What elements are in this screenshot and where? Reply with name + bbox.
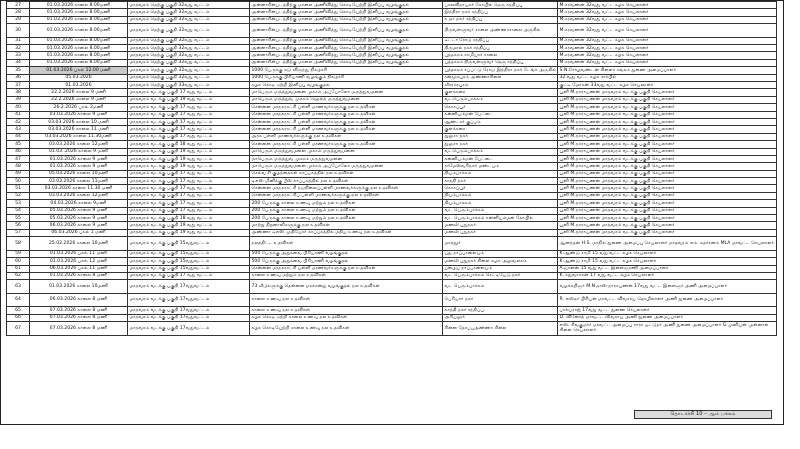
serial-number-cell: 28 — [7, 9, 30, 16]
organizer-cell: M.சரவணன் 32வது வட்ட கழக செயலாளர் — [558, 24, 777, 38]
area-cell: மாதவரம் வடக்கு பகுதி 15வதுவட்டம் — [128, 265, 250, 272]
serial-number-cell: 48 — [7, 163, 30, 170]
area-cell: மாதவரம் வடக்கு பகுதி 19 வது வட்டம் — [128, 155, 250, 162]
event-description-cell: 500 பேருக்கு அறுசுவை பிரியாணி வழங்குதல் — [250, 250, 443, 257]
venue-cell: புத்தகரம் திருவள்ளுவர் தெரு சந்திப்பு — [443, 59, 558, 66]
table-row — [7, 222, 777, 229]
table-row — [7, 59, 777, 66]
organizer-cell: பூனி M.நாராயணன் மாதவரம் வடக்கு பகுதி செயலாளர் — [558, 178, 777, 185]
date-time-cell: 22.2.2026 காலை 9 மணி — [30, 96, 128, 103]
venue-cell: கொசப்பூர் — [443, 104, 558, 111]
area-cell: மாதவரம் வடக்கு பகுதி 17 வது வட்டம் — [128, 192, 250, 199]
table-row — [7, 229, 777, 236]
area-cell: மாதவரம் தெற்கு பகுதி 32வது வட்டம் — [128, 37, 250, 44]
venue-cell: வடபெரும்பாக்கம் — [443, 148, 558, 155]
date-time-cell: 01.03.2026 பகல் 11 மணி — [30, 250, 128, 257]
table-row — [7, 82, 777, 89]
organizer-cell: பூனி M.நாராயணன் மாதவரம் வடக்கு பகுதி செயலாளர் — [558, 96, 777, 103]
date-time-cell: 01.03.2026 காலை 8.00மணி — [30, 9, 128, 16]
table-row — [7, 16, 777, 23]
venue-cell: மணலி புதுநகர் கிளை கழக அலுவலகம் — [443, 258, 558, 265]
date-time-cell: 04.03.2026 காலை 9மணி — [30, 200, 128, 207]
area-cell: மாதவரம் தெற்கு பகுதி 32வது வட்டம் — [128, 52, 250, 59]
organizer-cell: M.சரவணன் 32வது வட்ட கழக செயலாளர் — [558, 59, 777, 66]
organizer-cell: பூனி M.நாராயணன் மாதவரம் வடக்கு பகுதி செயலாளர் — [558, 207, 777, 214]
table-row — [7, 280, 777, 294]
table-row — [7, 96, 777, 103]
venue-cell: மாத்தூர் — [443, 237, 558, 251]
organizer-cell: பூனி M.நாராயணன் மாதவரம் வடக்கு பகுதி செயலாளர் — [558, 185, 777, 192]
date-time-cell: 05.03.2026 காலை 10மணி — [30, 170, 128, 177]
organizer-cell: பூனி M.நாராயணன் மாதவரம் வடக்கு பகுதி செயலாளர் — [558, 229, 777, 236]
table-row — [7, 215, 777, 222]
table-row — [7, 45, 777, 52]
table-body — [7, 2, 777, 336]
event-description-cell: கழக கொடியேற்றி காலை உணவு நல உதவிகள் — [250, 322, 443, 336]
area-cell: மாதவரம் வடக்கு பகுதி 17வதுவட்டம் — [128, 314, 250, 321]
events-table — [6, 1, 777, 336]
event-description-cell: சென்னை மாநகராட்சி பள்ளி மாணவர்களுக்கு நல உதவிகள் — [250, 126, 443, 133]
date-time-cell: 07.03.2026 காலை 8 மணி — [30, 314, 128, 321]
serial-number-cell: 61 — [7, 265, 30, 272]
organizer-cell: K.ஆண்டு சாமி 15 வது வட்ட கழக செயலாளர் — [558, 258, 777, 265]
venue-cell: மணலி புதுநகர் — [443, 229, 558, 236]
table-row — [7, 74, 777, 81]
venue-cell: கன்னியம்மன் பேட்டை — [443, 155, 558, 162]
venue-cell: உமா நகர் சந்திப்பு — [443, 16, 558, 23]
serial-number-cell: 43 — [7, 126, 30, 133]
organizer-cell: பூனி M.நாராயணன் மாதவரம் வடக்கு பகுதி செயலாளர் — [558, 141, 777, 148]
organizer-cell: M.சரவணன் 32வது வட்ட கழக செயலாளர் — [558, 45, 777, 52]
venue-cell: அரியலூர் — [443, 314, 558, 321]
serial-number-cell: 36 — [7, 74, 30, 81]
table-row — [7, 192, 777, 199]
table-row — [7, 163, 777, 170]
organizer-cell: குட்டி மோகன் 33வது வட்ட கழக செயலாளர் — [558, 82, 777, 89]
date-time-cell: 01.03.2026 காலை 8.00மணி — [30, 59, 128, 66]
area-cell: மாதவரம் வடக்கு பகுதி 19 வது வட்டம் — [128, 222, 250, 229]
venue-cell: சன்மூகபுரம் அண்ணாசிலை — [443, 74, 558, 81]
date-time-cell: 03.03.2026 காலை 10 மணி — [30, 118, 128, 125]
event-description-cell: மாற்று திறனாளிகளுக்கு நல உதவிகள் — [250, 222, 443, 229]
event-description-cell: அன்னாரின்படத்திற்கு மாலை அணிவித்து கொடியேற்றி இனிப்பு வழங்குதல் — [250, 59, 443, 66]
date-time-cell: 07.03.2026 காலை 8 மணி — [30, 322, 128, 336]
date-time-cell: 05.03.2026 காலை 9 மணி — [30, 215, 128, 222]
date-time-cell: 03.03.2026 காலை 11மணி — [30, 178, 128, 185]
area-cell: மாதவரம் வடக்கு பகுதி 17 வது வட்டம் — [128, 200, 250, 207]
organizer-cell: பூனி M.நாராயணன் மாதவரம் வடக்கு பகுதி செயலாளர் — [558, 104, 777, 111]
venue-cell: டீட்டா ரோடு சந்திப்பு — [443, 37, 558, 44]
table-row — [7, 141, 777, 148]
venue-cell: பெரியார் நகர் — [443, 293, 558, 307]
table-row — [7, 250, 777, 257]
date-time-cell: 06.03.2026 காலை 8 மணி — [30, 293, 128, 307]
serial-number-cell: 46 — [7, 148, 30, 155]
serial-number-cell: 62 — [7, 272, 30, 279]
organizer-cell: பூனி M.நாராயணன் மாதவரம் வடக்கு பகுதி செயலாளர் — [558, 118, 777, 125]
venue-cell: திருமால் நகர் சந்திப்பு — [443, 45, 558, 52]
organizer-cell: D. வினோத் மாவட்ட விவசாய அணி துணை அமைப்பாளர் — [558, 314, 777, 321]
serial-number-cell: 54 — [7, 207, 30, 214]
date-time-cell: 06.03.2026 பகல் 1 மணி — [30, 229, 128, 236]
organizer-cell: ஆனந்தன் H.S. மாநில் துணை அமைப்பு செயலாளர் மாதவரம் எம். சுதர்சனம் MLA மாவட்ட செயலாளர் — [558, 237, 777, 251]
area-cell: மாதவரம் தெற்கு பகுதி 32வது வட்டம் — [128, 2, 250, 9]
organizer-cell: பூனி M.நாராயணன் மாதவரம் வடக்கு பகுதி செயலாளர் — [558, 200, 777, 207]
event-description-cell: அன்னாரின்படத்திற்கு மாலை அணிவித்து கொடியேற்றி இனிப்பு வழங்குதல் — [250, 2, 443, 9]
table-row — [7, 111, 777, 118]
venue-cell: துலுசா நகர் — [443, 141, 558, 148]
serial-number-cell: 50 — [7, 178, 30, 185]
serial-number-cell: 60 — [7, 258, 30, 265]
event-description-cell: நலத்திட்ட உதவிகள் — [250, 237, 443, 251]
organizer-cell: M.சரவணன் 32வது வட்ட கழக செயலாளர் — [558, 37, 777, 44]
table-row — [7, 170, 777, 177]
venue-cell: தியம்பாக்கம் — [443, 170, 558, 177]
table-row — [7, 293, 777, 307]
venue-cell: பாலவிநாயகர் கோயில் தெரு சந்திப்பு — [443, 2, 558, 9]
venue-cell: குளக்கரை — [443, 89, 558, 96]
event-description-cell: மாபெரும் மருத்துவ முகாம் ஹெல்த் மருத்துவமனை — [250, 96, 443, 103]
serial-number-cell: 29 — [7, 16, 30, 23]
date-time-cell: 07.03.2026 காலை 8 மணி — [30, 307, 128, 314]
area-cell: மாதவரம் வடக்கு பகுதி 19 வது வட்டம் — [128, 96, 250, 103]
area-cell: மாதவரம் வடக்கு பகுதி 17 வது வட்டம் — [128, 89, 250, 96]
event-description-cell: மாபெரும் மருத்துவ முகாம் மருத்துவமனை — [250, 155, 443, 162]
venue-cell: வட பெரும்பாக்கம் — [443, 280, 558, 294]
organizer-cell: R. எஸ்தர் பிரியன் மாவட்ட விவசாய தொழிலாளர் அணி துணை அமைப்பாளர் — [558, 293, 777, 307]
serial-number-cell: 37 — [7, 82, 30, 89]
organizer-cell: பூனி M.நாராயணன் மாதவரம் வடக்கு பகுதி செயலாளர் — [558, 215, 777, 222]
organizer-cell: K. சதுவாகான் 17 வது வட்ட கழக செயலாளர் — [558, 272, 777, 279]
organizer-cell: S.N.சோழவண்டன் கிளைச் சங்கம் துணை அமைப்பாளர் — [558, 67, 777, 74]
event-description-cell: 1000 பேருக்கு பிரியாணி வழங்கும் நிகழ்ச்சி — [250, 74, 443, 81]
event-description-cell: அன்னாரின்படத்திற்கு மாலை அணிவித்து கொடியேற்றி இனிப்பு வழங்குதல் — [250, 16, 443, 23]
serial-number-cell: 53 — [7, 200, 30, 207]
date-time-cell: 01.03.2026 காலை 8.00மணி — [30, 24, 128, 38]
serial-number-cell: 51 — [7, 185, 30, 192]
area-cell: மாதவரம் வடக்கு பகுதி 18 வது வட்டம் — [128, 215, 250, 222]
serial-number-cell: 31 — [7, 37, 30, 44]
date-time-cell: 01.03.2026 காலை 8.00மணி — [30, 37, 128, 44]
date-time-cell: 01.03.2026 — [30, 82, 128, 89]
serial-number-cell: 63 — [7, 280, 30, 294]
serial-number-cell: 42 — [7, 118, 30, 125]
date-time-cell: 03.03.2026 காலை 11.30மணி — [30, 133, 128, 140]
table-row — [7, 200, 777, 207]
date-time-cell: 01.03.2026 காலை 8.00மணி — [30, 45, 128, 52]
venue-cell: வீரராகபுரம் — [443, 82, 558, 89]
venue-cell: ஆண்டார் குப்பம் — [443, 118, 558, 125]
venue-cell: கொசப்பூர் — [443, 185, 558, 192]
area-cell: மாதவரம் வடக்கு பகுதி 17 வது வட்டம் — [128, 170, 250, 177]
area-cell: மாதவரம் வடக்கு பகுதி 17 வது வட்டம் — [128, 185, 250, 192]
serial-number-cell: 49 — [7, 170, 30, 177]
date-time-cell: 05.03.2026 — [30, 74, 128, 81]
event-description-cell: அன்னாரின்படத்திற்கு மாலை அணிவித்து கொடியேற்றி இனிப்பு வழங்குதல் — [250, 37, 443, 44]
venue-cell: வட பெரும்பாக்கம் — [443, 207, 558, 214]
area-cell: மாதவரம் வடக்கு பகுதி 19 வது வட்டம் — [128, 148, 250, 155]
area-cell: மாதவரம் வடக்கு பகுதி 15வதுவட்டம் — [128, 258, 250, 265]
event-description-cell: காலை உணவு நல உதவிகள் — [250, 293, 443, 307]
date-time-cell: 03.03.2026 காலை 12மணி — [30, 192, 128, 199]
organizer-cell: 32 வது வட்ட கழக சார்பில் — [558, 74, 777, 81]
area-cell: மாதவரம் வடக்கு பகுதி 15வதுவட்டம் — [128, 250, 250, 257]
serial-number-cell: 27 — [7, 2, 30, 9]
event-description-cell: மாபெரும் மருத்துவமனை முகாம் அப்போலோ மருத்துவமனை — [250, 89, 443, 96]
table-row — [7, 258, 777, 265]
date-time-cell: 03.03.2026 காலை 12மணி — [30, 141, 128, 148]
area-cell: மாதவரம் வடக்கு பகுதி 17வதுவட்டம் — [128, 293, 250, 307]
event-description-cell: சென்னை மாநகராட்சி பள்ளி மாணவர்களுக்கு நல உதவிகள் — [250, 104, 443, 111]
table-row — [7, 322, 777, 336]
event-description-cell: கழக கொடி ஏற்றி காலை உணவு நல உதவிகள் — [250, 314, 443, 321]
event-description-cell: மாபெரும் மருத்துவமனை முகாம் மருத்துவமனை — [250, 148, 443, 155]
table-row — [7, 207, 777, 214]
table-row — [7, 185, 777, 192]
organizer-cell: M.சரவணன் 32வது வட்ட கழக செயலாளர் — [558, 16, 777, 23]
area-cell: மாதவரம் வடக்கு பகுதி 19 வது வட்டம் — [128, 163, 250, 170]
organizer-cell: பூனி M.நாராயணன் மாதவரம் வடக்கு பகுதி செயலாளர் — [558, 155, 777, 162]
area-cell: மாதவரம் வடக்கு பகுதி 17 வது வட்டம் — [128, 104, 250, 111]
serial-number-cell: 56 — [7, 222, 30, 229]
organizer-cell: M.சரவணன் 32வது வட்ட கழக செயலாளர் — [558, 52, 777, 59]
organizer-cell: பூனி M.நாராயணன் மாதவரம் வடக்கு பகுதி செயலாளர் — [558, 163, 777, 170]
table-row — [7, 118, 777, 125]
serial-number-cell: 45 — [7, 141, 30, 148]
organizer-cell: பாக்யராஜ் 17வது வட்ட துணை செயலாளர் — [558, 307, 777, 314]
venue-cell: புத்தகரம் சப்பட்டு ரோடு இந்திரா நகர் டேங்க் அருகில் — [444, 67, 557, 73]
date-time-cell: 01.03.2026 பகல் 12 மணி — [30, 258, 128, 265]
area-cell: மாதவரம் வடக்கு பகுதி 15வதுவட்டம் — [128, 237, 250, 251]
table-row — [7, 307, 777, 314]
date-time-cell: 01.03.2026 காலை 8.00மணி — [30, 52, 128, 59]
venue-cell: வட பெரும்பாக்கம் செட்டியேடு நகர் — [443, 272, 558, 279]
event-description-cell: 73 வீடுகளுக்கு தென்னை மரக்கன்று வழங்குதல் நல உதவிகள் — [250, 280, 443, 294]
event-description-cell: சென்னை மாநகராட்சி பள்ளி மாணவர்களுக்கு நல உதவிகள் — [250, 141, 443, 148]
venue-cell: திருவள்ளுவர் சாலை அண்ணாசாலை அருகில் — [443, 24, 558, 38]
area-cell: மாதவரம் தெற்கு பகுதி 32வது வட்டம் — [128, 74, 250, 81]
organizer-cell: பூனி M.நாராயணன் மாதவரம் வடக்கு பகுதி செயலாளர் — [558, 111, 777, 118]
organizer-cell: பூனி M.நாராயணன் மாதவரம் வடக்கு பகுதி செயலாளர் — [558, 133, 777, 140]
table-row — [7, 52, 777, 59]
organizer-cell: M.சரவணன் 32வது வட்ட கழக செயலாளர் — [558, 9, 777, 16]
organizer-cell: A.ஜானன் 15 வது வட்ட இளைஞரணி அமைப்பாளர் — [558, 265, 777, 272]
event-description-cell: சென்னை மாநகராட்சி பள்ளி மாணவர்களுக்கு நல உதவிகள் — [250, 111, 443, 118]
event-description-cell: 1000 பேருக்கு சுடு விருந்து நிகழ்ச்சி — [250, 67, 443, 74]
venue-cell: மணலி புதுநகர் — [443, 222, 558, 229]
event-description-cell: சென்னை மாநகராட்சி நடுநிலைப்பள்ளி மாணவர்களுக்கு நல உதவிகள் — [250, 185, 443, 192]
date-time-cell: 25.02.2026 காலை 10மணி — [30, 237, 128, 251]
venue-cell: தியம்பாக்கம் — [443, 192, 558, 199]
date-time-cell: 05.03.2026 காலை 9 மணி — [30, 207, 128, 214]
event-description-cell: மாபெரும் மருத்துவமனை முகாம் அப்போலோ மருத்துவமனை — [250, 163, 443, 170]
serial-number-cell: 33 — [7, 52, 30, 59]
event-description-cell: அண்ணா டிஎஸ் முதியோர் காப்பகத்தில் மதிய உணவு நல உதவிகள் — [250, 229, 443, 236]
table-row — [7, 155, 777, 162]
organizer-cell: பூனி M.நாராயணன் மாதவரம் வடக்கு பகுதி செயலாளர் — [558, 222, 777, 229]
area-cell: மாதவரம் வடக்கு பகுதி 17வதுவட்டம் — [128, 280, 250, 294]
event-description-cell: அன்னாரின்படத்திற்கு மாலை அணிவித்து கொடியேற்றி இனிப்பு வழங்குதல் — [250, 52, 443, 59]
serial-number-cell: 67 — [7, 322, 30, 336]
event-description-cell: அரசு பள்ளி மாணவர்களுக்கு நல உதவிகள் — [250, 133, 443, 140]
venue-cell: குளக்கரை — [443, 126, 558, 133]
area-cell: மாதவரம் தெற்கு பகுதி 32வது வட்டம் — [128, 16, 250, 23]
table-row — [7, 133, 777, 140]
event-description-cell: காலை உணவு நல உதவிகள் — [250, 307, 443, 314]
area-cell: மாதவரம் வடக்கு பகுதி 17 வது வட்டம் — [128, 178, 250, 185]
serial-number-cell: 55 — [7, 215, 30, 222]
venue-cell: காந்தி நகர் சந்திப்பு — [443, 307, 558, 314]
venue-cell: புத்தகரம் சாமியார் சாலை — [443, 52, 558, 59]
area-cell: மாதவரம் வடக்கு பகுதி 17 வது வட்டம் — [128, 126, 250, 133]
area-cell: மாதவரம் வடக்கு பகுதி 17 வது வட்டம் — [128, 133, 250, 140]
serial-number-cell: 47 — [7, 155, 30, 162]
table-row — [7, 265, 777, 272]
event-description-cell: அன்னாரின்படத்திற்கு மாலை அணிவித்து கொடியேற்றி இனிப்பு வழங்குதல் — [250, 45, 443, 52]
area-cell: மாதவரம் வடக்கு பகுதி 18 வது வட்டம் — [128, 141, 250, 148]
venue-cell: சின்ன தோப்புஅண்ணா சிலை — [443, 322, 558, 336]
event-description-cell: 200 பேருக்கு காலை உணவு மற்றும் நல உதவிகள் — [250, 200, 443, 207]
event-description-cell: அன்னாரின்படத்திற்கு மாலை அணிவித்து கொடியேற்றி இனிப்பு வழங்குதல் — [250, 24, 443, 38]
venue-cell: வட பெரும்பாக்கம் கன்னியம்மன் கோயில் — [443, 215, 558, 222]
serial-number-cell: 58 — [7, 237, 30, 251]
venue-cell: வடபெரும்பாக்கம் — [443, 96, 558, 103]
serial-number-cell: 52 — [7, 192, 30, 199]
table-row — [7, 9, 777, 16]
table-row — [7, 104, 777, 111]
area-cell: மாதவரம் தெற்கு பகுதி 33வது வட்டம் — [128, 82, 250, 89]
area-cell: மாதவரம் தெற்கு பகுதி 32வது வட்டம் — [128, 9, 250, 16]
area-cell: மாதவரம் தெற்கு பகுதி 32வது வட்டம் — [128, 59, 250, 66]
date-time-cell: 01.03.2026 பகல் 12.00 மணி — [30, 67, 128, 74]
table-row — [7, 37, 777, 44]
table-row — [7, 314, 777, 321]
date-time-cell: 01.03.2026 காலை 9 மணி — [30, 163, 128, 170]
date-time-cell: 01.03.2026 காலை 10மணி — [30, 280, 128, 294]
organizer-cell: பூனி M.நாராயணன் மாதவரம் வடக்கு பகுதி செயலாளர் — [558, 126, 777, 133]
area-cell: மாதவரம் வடக்கு பகுதி 17வதுவட்டம் — [128, 307, 250, 314]
serial-number-cell: 38 — [7, 89, 30, 96]
venue-cell: ராமேஸ்வரிநகர் மண்டபம் — [443, 163, 558, 170]
serial-number-cell: 40 — [7, 104, 30, 111]
date-time-cell: 01.03.2026 காலை 9 மணி — [30, 155, 128, 162]
serial-number-cell: 30 — [7, 24, 30, 38]
table-row — [7, 24, 777, 38]
venue-cell: கன்னியம்மன் பேட்டை — [443, 111, 558, 118]
serial-number-cell: 32 — [7, 45, 30, 52]
organizer-cell: M.சரவணன் 32வது வட்ட கழக செயலாளர் — [558, 2, 777, 9]
event-description-cell: காலை உணவு மற்றும் நல உதவிகள் — [250, 272, 443, 279]
serial-number-cell: 39 — [7, 96, 30, 103]
date-time-cell: 01.03.2026 காலை 8.00மணி — [30, 16, 128, 23]
date-time-cell: 22.2.2026 காலை 9 மணி — [30, 89, 128, 96]
organizer-cell: பூனி M.நாராயணன் மாதவரம் வடக்கு பகுதி செயலாளர் — [558, 192, 777, 199]
area-cell: மாதவரம் தெற்கு பகுதி 32வது வட்டம் — [128, 45, 250, 52]
area-cell: மாதவரம் வடக்கு பகுதி 17வதுவட்டம் — [128, 322, 250, 336]
event-description-cell: 200 பேருக்கு காலை உணவு மற்றும் நல உதவிகள் — [250, 215, 443, 222]
table-row — [7, 126, 777, 133]
venue-cell: புது நாப்பாளையம் — [443, 250, 558, 257]
serial-number-cell: 34 — [7, 59, 30, 66]
date-time-cell: 03.03.2026 காலை 11.30 மணி — [30, 185, 128, 192]
serial-number-cell: 66 — [7, 314, 30, 321]
serial-number-cell: 65 — [7, 307, 30, 314]
table-row — [7, 237, 777, 251]
venue-cell: பழைய நாப்பாளையம் — [443, 265, 558, 272]
serial-number-cell: 35 — [7, 67, 30, 74]
area-cell: மாதவரம் வடக்கு பகுதி 17 வது வட்டம் — [128, 272, 250, 279]
event-description-cell: கழக கொடி ஏற்றி இனிப்பு வழங்குதல் — [250, 82, 443, 89]
area-cell: மாதவரம் வடக்கு பகுதி 17 வது வட்டம் — [128, 207, 250, 214]
event-description-cell: டிஎஸ் மினிக்கு பீஸ் காப்பகத்தில் நல உதவிகள் — [250, 178, 443, 185]
table-row — [7, 67, 777, 74]
date-time-cell: 01.03.2026 காலை 8.00மணி — [30, 2, 128, 9]
serial-number-cell: 44 — [7, 133, 30, 140]
date-time-cell: 01.03.2026 காலை 8 மணி — [30, 272, 128, 279]
area-cell: மாதவரம் வடக்கு பகுதி 17 வது வட்டம் — [128, 118, 250, 125]
event-description-cell: 200 பேருக்கு காலை உணவு மற்றும் நல உதவிகள் — [250, 207, 443, 214]
table-row — [7, 148, 777, 155]
area-cell: மாதவரம் வடக்கு பகுதி 17 வது வட்டம் — [128, 111, 250, 118]
serial-number-cell: 59 — [7, 250, 30, 257]
organizer-cell: வழக்கறிஞர் M.N.தாஸ் நாராயணன் 17வது வட்ட இளைஞர் அணி அமைப்பாளர் — [558, 280, 777, 294]
organizer-cell: எஸ். சிவகுமார் மாவட்ட அமைப்பு சாரா ஓட்டுநர் அணி துணை அமைப்பாளர் G.முனியன் முன்னாள் கிளை செயலாளர் — [558, 322, 777, 336]
date-time-cell: 06.03.2026 காலை 9 மணி — [30, 222, 128, 229]
serial-number-cell: 64 — [7, 293, 30, 307]
organizer-cell: K.ஆண்டு சாமி 15 வது வட்ட கழக செயலாளர் — [558, 250, 777, 257]
date-time-cell: 26.2.2026 பகல் 2மணி — [30, 104, 128, 111]
table-row — [7, 89, 777, 96]
venue-cell: துலுசா நகர் — [443, 133, 558, 140]
event-description-cell: சென்னை மாநகராட்சி பள்ளி மாணவர்களுக்கு நல உதவிகள் — [250, 265, 443, 272]
venue-cell: சாந்தி நகர் — [443, 178, 558, 185]
area-cell: மாதவரம் வடக்கு பகுதி 19 வது வட்டம் — [128, 229, 250, 236]
event-description-cell: சென்னை மாநகராட்சி பள்ளி மாணவர்களுக்கு நல உதவிகள் — [250, 118, 443, 125]
date-time-cell: 03.03.2026 காலை 9 மணி — [30, 111, 128, 118]
organizer-cell: பூனி M.நாராயணன் மாதவரம் வடக்கு பகுதி செயலாளர் — [558, 148, 777, 155]
table-row — [7, 178, 777, 185]
organizer-cell: பூனி M.நாராயணன் மாதவரம் வடக்கு பகுதி செயலாளர் — [558, 170, 777, 177]
date-time-cell: 06.03.2026 பகல் 11 மணி — [30, 265, 128, 272]
event-description-cell: அன்னாரின்படத்திற்கு மாலை அணிவித்து கொடியேற்றி இனிப்பு வழங்குதல் — [250, 9, 443, 16]
organizer-cell: பூனி M.நாராயணன் மாதவரம் வடக்கு பகுதி செயலாளர் — [558, 89, 777, 96]
table-row — [7, 272, 777, 279]
serial-number-cell: 41 — [7, 111, 30, 118]
event-description-cell: சென்னை மாநகராட்சிப் பள்ளி மாணவர்களுக்கு நல உதவிகள் — [250, 192, 443, 199]
date-time-cell: 01.03..2026 காலை 9 மணி — [30, 148, 128, 155]
table-row — [7, 2, 777, 9]
area-cell: மாதவரம் தெற்கு பகுதி 32வது வட்டம் — [128, 67, 250, 74]
event-description-cell: 500 பேருக்கு அறுசுவை பிரியாணி வழங்குதல் — [250, 258, 443, 265]
venue-cell: இந்திரா நகர் சந்திப்பு — [443, 9, 558, 16]
venue-cell: தியம்பாக்கம் — [443, 200, 558, 207]
event-description-cell: செல்வ சி குழந்தைகள் காப்பகத்தில் நல உதவிகள் — [250, 170, 443, 177]
page-continuation-label: தொடர்ச்சி 10 – ஆம் பக்கம் — [634, 410, 772, 419]
serial-number-cell: 57 — [7, 229, 30, 236]
date-time-cell: 03.03.2026 காலை 11 மணி — [30, 126, 128, 133]
area-cell: மாதவரம் தெற்கு பகுதி 32வது வட்டம் — [128, 24, 250, 38]
